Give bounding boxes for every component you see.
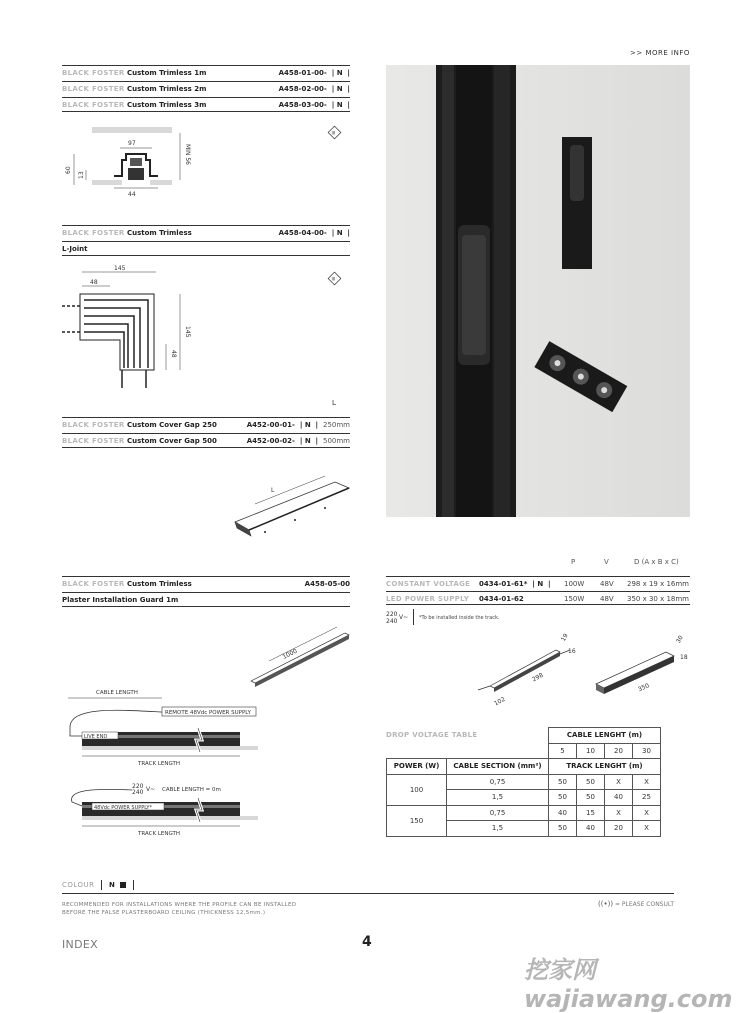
dim-vert-short: 48 — [170, 350, 177, 358]
product-subtitle: L-Joint — [62, 245, 88, 253]
drop-voltage-table — [386, 727, 661, 837]
wireless-icon: ((•)) — [598, 900, 614, 908]
product-code: A458-01-00- | N | — [278, 69, 350, 77]
brand-label: BLACK FOSTER — [62, 580, 125, 588]
brand-label: BLACK FOSTER — [62, 85, 125, 93]
brand-label: BLACK FOSTER — [62, 69, 125, 77]
table-row: 100 0,75 50 50 X X — [387, 774, 661, 790]
ljoint-drawing — [62, 260, 350, 410]
ps-volt-1: 48V — [600, 580, 614, 588]
product-row-trimless-1m — [62, 65, 350, 80]
product-row-guard-sub — [62, 592, 350, 607]
ps-row-2 — [386, 591, 690, 605]
ps-power-2: 150W — [564, 595, 585, 603]
brand-label: BLACK FOSTER — [62, 101, 125, 109]
divider — [413, 609, 414, 625]
ps-row-1 — [386, 576, 690, 590]
product-row-trimless-2m — [62, 81, 350, 96]
ps2-dim-c: 18 — [680, 654, 688, 661]
product-code: A458-05-00 — [304, 580, 350, 588]
consult-legend: ((•)) = PLEASE CONSULT — [598, 900, 675, 908]
col-header-p: P — [571, 558, 576, 566]
ps-dim-1: 298 x 19 x 16mm — [627, 580, 689, 588]
product-code: A452-00-02- | N | 500mm — [246, 437, 350, 445]
col-header-v: V — [604, 558, 609, 566]
product-name: Custom Cover Gap 250 — [126, 421, 217, 429]
product-row-cover-250 — [62, 417, 350, 432]
ps-power-1: 100W — [564, 580, 585, 588]
ps1-dim-side: 102 — [493, 695, 507, 708]
ps1-dim-a: 298 — [531, 671, 545, 684]
dim-long: 145 — [114, 265, 126, 272]
product-code: A458-02-00- | N | — [278, 85, 350, 93]
watermark: 挖家网 wajiawang.com — [524, 956, 733, 1013]
index-link[interactable]: INDEX — [62, 938, 98, 951]
product-name: Custom Trimless 1m — [126, 69, 207, 77]
profile-section-drawing — [62, 120, 350, 202]
product-name: Custom Cover Gap 500 — [126, 437, 217, 445]
table-row: 1,5 50 40 20 X — [387, 821, 661, 837]
ps1-dim-b: 19 — [559, 632, 570, 643]
page-number: 4 — [362, 934, 372, 950]
dim-inner: 13 — [78, 171, 85, 179]
voltage-240: 240 — [132, 789, 144, 796]
dim-short: 48 — [90, 279, 98, 286]
cable-zero-label: CABLE LENGTH = 0m — [162, 787, 221, 793]
len-col-20: 20 — [605, 743, 633, 759]
cover-l-label: L — [271, 487, 275, 494]
product-code: A452-00-01- | N | 250mm — [246, 421, 350, 429]
ps-code-1: 0434-01-61* | N | — [479, 580, 551, 588]
ps-label: 48Vdc POWER SUPPLY* — [94, 805, 152, 811]
cover-gap-drawing — [225, 470, 355, 550]
cable-lenght-header: CABLE LENGHT (m) — [549, 728, 661, 744]
ps2-dim-b: 30 — [674, 634, 685, 645]
dim-width: 97 — [128, 140, 136, 147]
ps-label-2: LED POWER SUPPLY — [386, 595, 470, 603]
product-name: Custom Trimless — [126, 229, 192, 237]
dim-bottom: 44 — [128, 191, 136, 198]
svg-text:III: III — [331, 131, 336, 137]
colour-legend — [62, 880, 134, 890]
ps-label-1: CONSTANT VOLTAGE — [386, 580, 471, 588]
class-badge-icon — [328, 126, 341, 139]
voltage-220: 220 — [132, 783, 144, 790]
product-row-cover-500 — [62, 433, 350, 448]
len-col-30: 30 — [633, 743, 661, 759]
ps-voltage-symbol: V~ — [399, 614, 409, 621]
brand-label: BLACK FOSTER — [62, 437, 125, 445]
product-row-ljoint-sub — [62, 241, 350, 256]
colour-label: COLOUR — [62, 881, 95, 889]
footer-divider — [62, 893, 674, 894]
product-row-guard — [62, 576, 350, 591]
brand-label: BLACK FOSTER — [62, 229, 125, 237]
ps-footnote: *To be installed inside the track. — [419, 615, 500, 621]
col-header-d: D (A x B x C) — [634, 558, 679, 566]
product-name: Custom Trimless — [126, 580, 192, 588]
product-code: A458-04-00- | N | — [278, 229, 350, 237]
guard-drawing — [245, 625, 355, 695]
dim-vert-long: 145 — [184, 326, 191, 338]
ps-volt-2: 48V — [600, 595, 614, 603]
section-header: CABLE SECTION (mm²) — [447, 759, 549, 775]
ps2-dim-a: 350 — [637, 682, 651, 694]
colour-swatch — [120, 882, 126, 888]
len-col-5: 5 — [549, 743, 577, 759]
ps1-dim-c: 16 — [568, 648, 576, 655]
product-subtitle: Plaster Installation Guard 1m — [62, 596, 179, 604]
colour-code: N — [109, 881, 116, 889]
ps-voltage: 220 240 — [386, 611, 398, 625]
ljoint-l-label: L — [332, 399, 336, 407]
more-info-link[interactable]: >> MORE INFO — [630, 49, 690, 57]
track-lenght-header: TRACK LENGHT (m) — [549, 759, 661, 775]
dim-min: MIN 56 — [184, 144, 191, 165]
class-badge-icon — [328, 272, 341, 285]
product-row-ljoint — [62, 225, 350, 240]
track-length-label-2: TRACK LENGTH — [138, 831, 181, 836]
cable-length-label: CABLE LENGTH — [96, 690, 138, 696]
len-col-10: 10 — [577, 743, 605, 759]
voltage-symbol: V~ — [146, 786, 156, 793]
power-header: POWER (W) — [387, 759, 447, 775]
table-row: 1,5 50 50 40 25 — [387, 790, 661, 806]
ps-code-2: 0434-01-62 — [479, 595, 524, 603]
install-note: RECOMMENDED FOR INSTALLATIONS WHERE THE PROFILE CAN BE INSTALLED BEFORE THE FALSE PLASTERBOARD CEILING (THICKNESS 12,5mm.) — [62, 902, 297, 916]
track-length-label: TRACK LENGTH — [138, 761, 181, 767]
table-row: 150 0,75 40 15 X X — [387, 805, 661, 821]
product-name: Custom Trimless 2m — [126, 85, 207, 93]
product-name: Custom Trimless 3m — [126, 101, 207, 109]
live-end-label: LIVE END — [84, 734, 108, 740]
remote-ps-label: REMOTE 48Vdc POWER SUPPLY — [165, 710, 251, 716]
ps-drawings — [470, 628, 690, 710]
wiring-diagram — [62, 686, 262, 836]
product-code: A458-03-00- | N | — [278, 101, 350, 109]
dim-height: 60 — [65, 166, 72, 174]
brand-label: BLACK FOSTER — [62, 421, 125, 429]
product-photo — [386, 65, 690, 517]
ps-dim-2: 350 x 30 x 18mm — [627, 595, 689, 603]
svg-text:III: III — [331, 277, 336, 283]
product-row-trimless-3m — [62, 97, 350, 112]
guard-dim: 1000 — [281, 647, 299, 661]
drop-voltage-title: DROP VOLTAGE TABLE — [386, 731, 478, 739]
